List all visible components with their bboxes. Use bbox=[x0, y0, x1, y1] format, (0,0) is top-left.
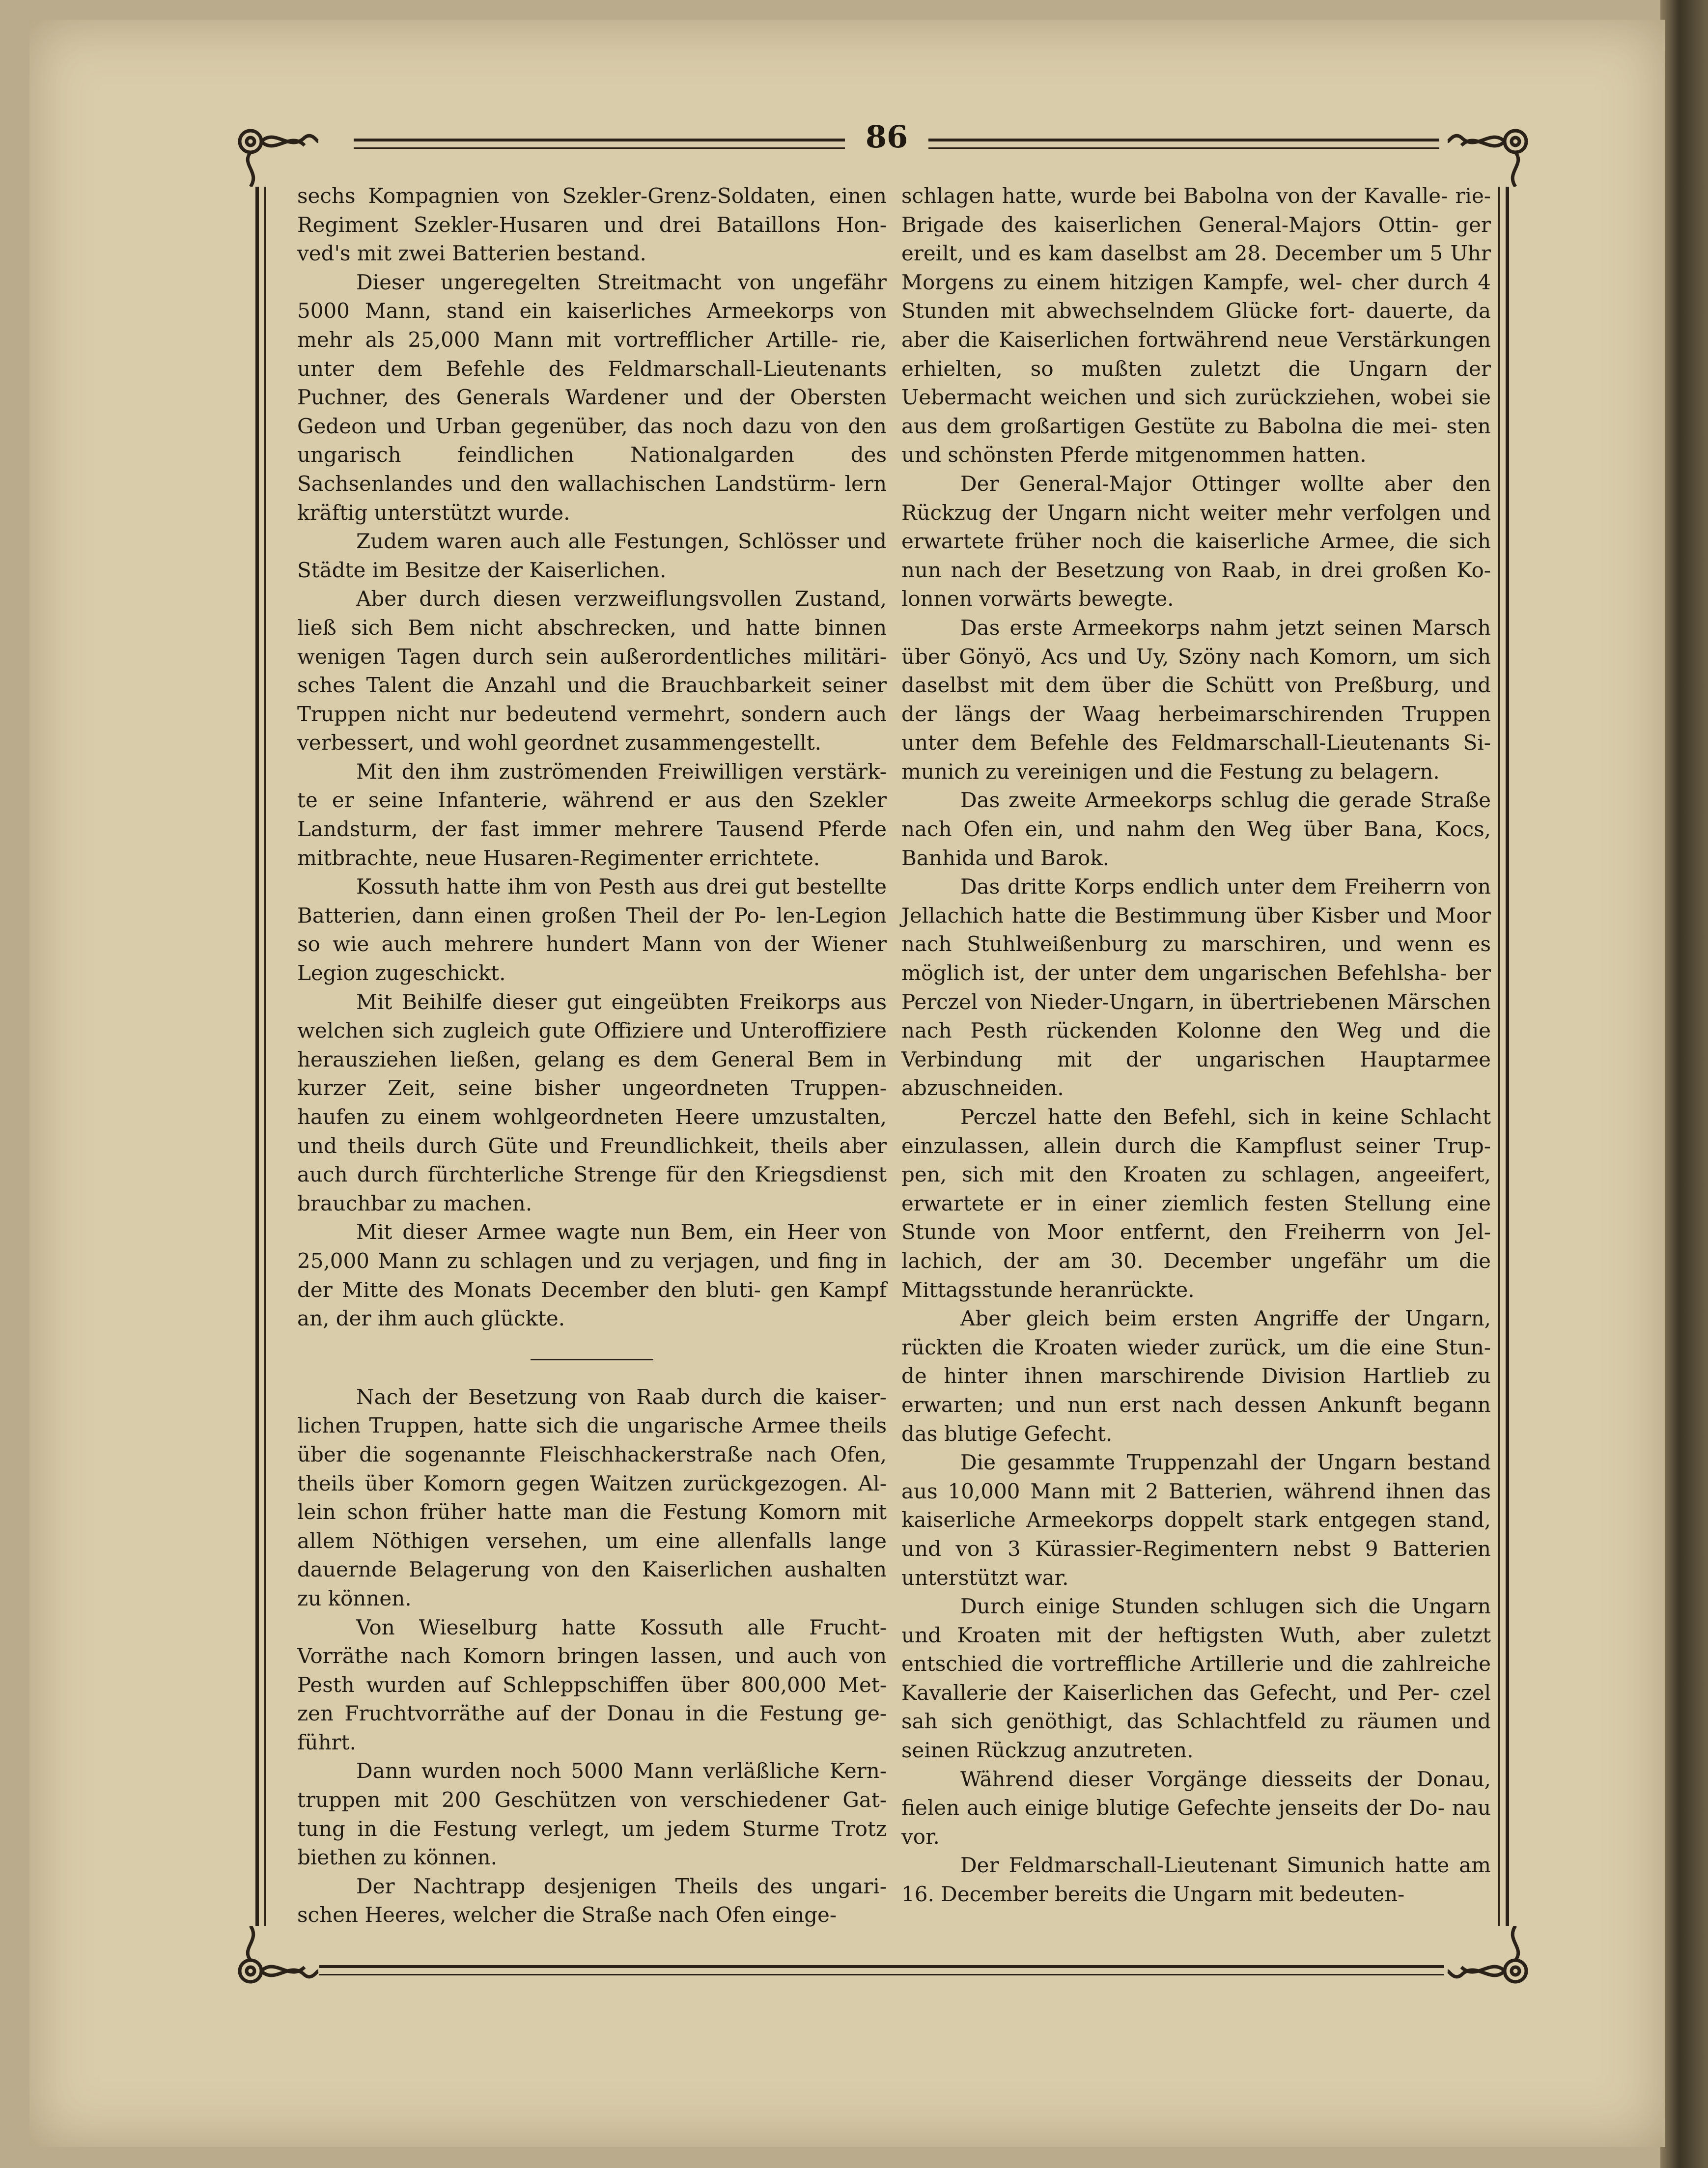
paragraph: Die gesammte Truppenzahl der Ungarn bestand aus 10,000 Mann mit 2 Batterien, während ihnen das kaiserliche Armeekorps doppelt stark entgegen stand, und von 3 Kürassier-Regimentern nebst 9 Batterien unterstützt war. bbox=[901, 1450, 1491, 1590]
paragraph: Von Wieselburg hatte Kossuth alle Frucht- Vorräthe nach Komorn bringen lassen, und auch von Pesth wurden auf Schleppschiffen über 800,000 Met- zen Fruchtvorräthe auf der Donau in die Festung ge- führt. bbox=[297, 1615, 887, 1754]
page-number: 86 bbox=[865, 119, 908, 155]
left-column bbox=[297, 182, 887, 1930]
top-rule-left bbox=[354, 139, 845, 141]
paragraph: Kossuth hatte ihm von Pesth aus drei gut bestellte Batterien, dann einen großen Theil der Po- len-Legion so wie auch mehrere hundert Mann von der Wiener Legion zugeschickt. bbox=[297, 874, 887, 985]
right-column bbox=[901, 182, 1491, 1909]
top-rule-left-thin bbox=[354, 147, 845, 149]
top-rule-right-thin bbox=[928, 147, 1439, 149]
paragraph: Das zweite Armeekorps schlug die gerade Straße nach Ofen ein, und nahm den Weg über Bana, Kocs, Banhida und Barok. bbox=[901, 788, 1491, 870]
frame-line-right bbox=[1506, 187, 1509, 1926]
corner-ornament-top-left bbox=[231, 118, 319, 187]
bottom-rule bbox=[319, 1965, 1444, 1968]
section-divider bbox=[531, 1359, 653, 1360]
paragraph: Aber gleich beim ersten Angriffe der Ungarn, rückten die Kroaten wieder zurück, um die eine Stun- de hinter ihnen marschirende Division Hartlieb zu erwarten; und nun erst nach dessen Ankunft begann das blutige Gefecht. bbox=[901, 1306, 1491, 1446]
paragraph: Zudem waren auch alle Festungen, Schlösser und Städte im Besitze der Kaiserlichen. bbox=[297, 529, 887, 582]
paragraph: Mit Beihilfe dieser gut eingeübten Freikorps aus welchen sich zugleich gute Offiziere und Unteroffiziere herausziehen ließen, gelang es dem General Bem in kurzer Zeit, seine bisher ungeordneten Truppen- haufen zu einem wohlgeordneten Heere umzustalten, und theils durch Güte und Freundlichkeit, theils aber auch durch fürchterliche Strenge für den Kriegsdienst brauchbar zu machen. bbox=[297, 989, 887, 1215]
paragraph: Der General-Major Ottinger wollte aber den Rückzug der Ungarn nicht weiter mehr verfolgen und erwartete früher noch die kaiserliche Armee, die sich nun nach der Besetzung von Raab, in drei großen Ko- lonnen vorwärts bewegte. bbox=[901, 471, 1491, 611]
paragraph: Dann wurden noch 5000 Mann verläßliche Kern- truppen mit 200 Geschützen von verschiedener Gat- tung in die Festung verlegt, um jedem Sturme Trotz biethen zu können. bbox=[297, 1759, 887, 1870]
paragraph: Nach der Besetzung von Raab durch die kaiser- lichen Truppen, hatte sich die ungarische Armee theils über die sogenannte Fleischhackerstraße nach Ofen, theils über Komorn gegen Waitzen zurückgezogen. Al- lein schon früher hatte man die Festung Komorn mit allem Nöthigen versehen, um eine allenfalls lange dauernde Belagerung von den Kaiserlichen aushalten zu können. bbox=[297, 1384, 887, 1610]
paragraph: schlagen hatte, wurde bei Babolna von der Kavalle- rie-Brigade des kaiserlichen General-Majors Ottin- ger ereilt, und es kam daselbst am 28. December um 5 Uhr Morgens zu einem hitzigen Kampfe, wel- cher durch 4 Stunden mit abwechselndem Glücke fort- dauerte, da aber die Kaiserlichen fortwährend neue Verstärkungen erhielten, so mußten zuletzt die Ungarn der Uebermacht weichen und sich zurückziehen, wobei sie aus dem großartigen Gestüte zu Babolna die mei- sten und schönsten Pferde mitgenommen hatten. bbox=[901, 184, 1491, 467]
paragraph: Durch einige Stunden schlugen sich die Ungarn und Kroaten mit der heftigsten Wuth, aber zuletzt entschied die vortreffliche Artillerie und die zahlreiche Kavallerie der Kaiserlichen das Gefecht, und Per- czel sah sich genöthigt, das Schlachtfeld zu räumen und seinen Rückzug anzutreten. bbox=[901, 1594, 1491, 1763]
corner-ornament-bottom-right bbox=[1447, 1926, 1535, 1995]
paragraph: Das erste Armeekorps nahm jetzt seinen Marsch über Gönyö, Acs und Uy, Szöny nach Komorn, um sich daselbst mit dem über die Schütt von Preßburg, und der längs der Waag herbeimarschirenden Truppen unter dem Befehle des Feldmarschall-Lieutenants Si- munich zu vereinigen und die Festung zu belagern. bbox=[901, 615, 1491, 784]
paragraph: Mit dieser Armee wagte nun Bem, ein Heer von 25,000 Mann zu schlagen und zu verjagen, und fing in der Mitte des Monats December den bluti- gen Kampf an, der ihm auch glückte. bbox=[297, 1220, 887, 1331]
frame-line-right-thin bbox=[1498, 187, 1500, 1926]
paragraph: sechs Kompagnien von Szekler-Grenz-Soldaten, einen Regiment Szekler-Husaren und drei Bataillons Hon- ved's mit zwei Batterien bestand. bbox=[297, 184, 887, 266]
paragraph: Dieser ungeregelten Streitmacht von ungefähr 5000 Mann, stand ein kaiserliches Armeekorps von mehr als 25,000 Mann mit vortrefflicher Artille- rie, unter dem Befehle des Feldmarschall-Lieutenants Puchner, des Generals Wardener und der Obersten Gedeon und Urban gegenüber, das noch dazu von den ungarisch feindlichen Nationalgarden des Sachsenlandes und den wallachischen Landstürm- lern kräftig unterstützt wurde. bbox=[297, 270, 887, 525]
paragraph: Der Nachtrapp desjenigen Theils des ungari- schen Heeres, welcher die Straße nach Ofen einge- bbox=[297, 1874, 887, 1927]
paragraph: Während dieser Vorgänge diesseits der Donau, fielen auch einige blutige Gefechte jenseits der Do- nau vor. bbox=[901, 1767, 1491, 1849]
frame-line-left bbox=[255, 187, 259, 1926]
paragraph: Perczel hatte den Befehl, sich in keine Schlacht einzulassen, allein durch die Kampflust seiner Trup- pen, sich mit den Kroaten zu schlagen, angeeifert, erwartete er in einer ziemlich festen Stellung eine Stunde von Moor entfernt, den Freiherrn von Jel- lachich, der am 30. December ungefähr um die Mittagsstunde heranrückte. bbox=[901, 1105, 1491, 1302]
bottom-rule-thin bbox=[319, 1974, 1444, 1975]
paragraph: Aber durch diesen verzweiflungsvollen Zustand, ließ sich Bem nicht abschrecken, und hatte binnen wenigen Tagen durch sein außerordentliches militäri- sches Talent die Anzahl und die Brauchbarkeit seiner Truppen nicht nur bedeutend vermehrt, sondern auch verbessert, und wohl geordnet zusammengestellt. bbox=[297, 587, 887, 755]
paragraph: Das dritte Korps endlich unter dem Freiherrn von Jellachich hatte die Bestimmung über Kisber und Moor nach Stuhlweißenburg zu marschiren, und wenn es möglich ist, der unter dem ungarischen Befehlsha- ber Perczel von Nieder-Ungarn, in übertriebenen Märschen nach Pesth rückenden Kolonne den Weg und die Verbindung mit der ungarischen Hauptarmee abzuschneiden. bbox=[901, 874, 1491, 1100]
paragraph: Mit den ihm zuströmenden Freiwilligen verstärk- te er seine Infanterie, während er aus den Szekler Landsturm, der fast immer mehrere Tausend Pferde mitbrachte, neue Husaren-Regimenter errichtete. bbox=[297, 759, 887, 870]
book-spine-shadow bbox=[1660, 0, 1708, 2168]
paragraph: Der Feldmarschall-Lieutenant Simunich hatte am 16. December bereits die Ungarn mit bedeuten- bbox=[901, 1853, 1491, 1907]
frame-line-left-thin bbox=[264, 187, 266, 1926]
corner-ornament-bottom-left bbox=[231, 1926, 319, 1995]
corner-ornament-top-right bbox=[1447, 118, 1535, 187]
top-rule-right bbox=[928, 139, 1439, 141]
